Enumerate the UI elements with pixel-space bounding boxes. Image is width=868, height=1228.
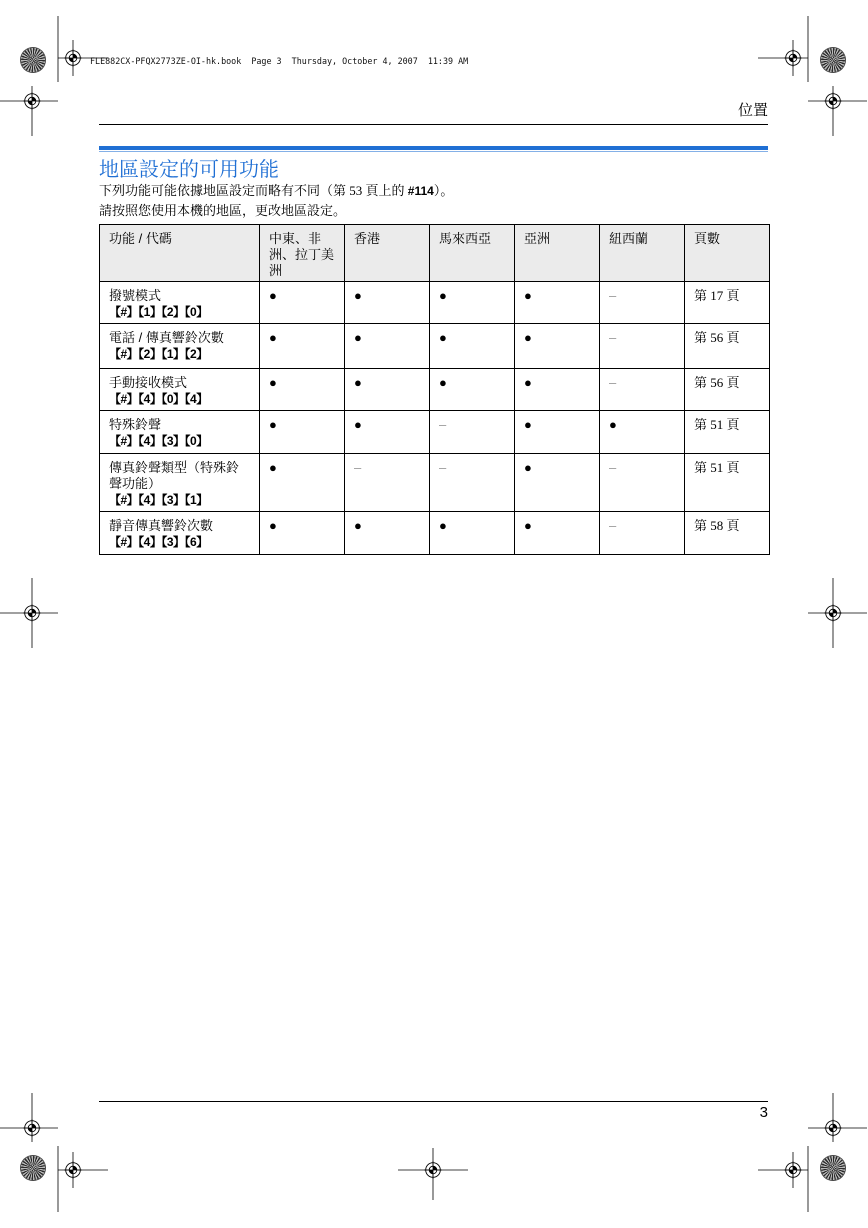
availability-mark: – (430, 411, 515, 454)
table-row (100, 411, 770, 454)
availability-mark: ● (345, 324, 430, 369)
column-header-feature-code: 功能 / 代碼 (100, 225, 260, 282)
table-row (100, 282, 770, 324)
table-header-row (100, 225, 770, 282)
availability-mark: ● (260, 369, 345, 411)
feature-code: 【#】【4】【3】【0】 (109, 434, 208, 448)
availability-mark: – (345, 454, 430, 512)
table-row (100, 454, 770, 512)
color-target-icon (21, 48, 45, 72)
feature-cell (100, 369, 260, 411)
heading-accent-line (99, 151, 768, 152)
availability-mark: ● (515, 282, 600, 324)
availability-mark: ● (260, 282, 345, 324)
availability-mark: ● (345, 282, 430, 324)
page-reference: 第 56 頁 (685, 324, 770, 369)
color-target-icon (821, 1156, 845, 1180)
availability-mark: ● (260, 512, 345, 555)
feature-cell (100, 512, 260, 555)
availability-mark: ● (515, 454, 600, 512)
intro-text (99, 183, 453, 199)
registration-mark-icon (64, 1161, 82, 1179)
availability-mark: – (430, 454, 515, 512)
section-title: 位置 (737, 102, 768, 119)
feature-name: 靜音傳真響鈴次數 (109, 518, 214, 533)
registration-mark-icon (784, 49, 802, 67)
feature-name: 手動接收模式 (109, 375, 188, 390)
availability-mark: ● (515, 324, 600, 369)
page-reference: 第 17 頁 (685, 282, 770, 324)
availability-mark: ● (515, 411, 600, 454)
page-reference: 第 51 頁 (685, 454, 770, 512)
column-header-region: 亞洲 (515, 225, 600, 282)
column-header-region: 香港 (345, 225, 430, 282)
availability-mark: ● (260, 454, 345, 512)
table-row (100, 512, 770, 555)
feature-name: 傳真鈴聲類型（特殊鈴聲功能） (109, 460, 240, 491)
registration-mark-icon (23, 604, 41, 622)
intro-text-part: 下列功能可能依據地區設定而略有不同（第 53 頁上的 (99, 183, 408, 198)
availability-mark: ● (430, 369, 515, 411)
page-reference: 第 58 頁 (685, 512, 770, 555)
registration-mark-icon (824, 1119, 842, 1137)
table-row (100, 369, 770, 411)
availability-mark: – (600, 454, 685, 512)
availability-mark: – (600, 282, 685, 324)
page-reference: 第 56 頁 (685, 369, 770, 411)
column-header-page: 頁數 (685, 225, 770, 282)
feature-cell (100, 282, 260, 324)
availability-mark: ● (345, 512, 430, 555)
feature-code: 【#】【2】【1】【2】 (109, 347, 208, 361)
feature-code: 【#】【1】【2】【0】 (109, 305, 208, 319)
feature-code: 【#】【4】【0】【4】 (109, 392, 208, 406)
header-rule (99, 124, 768, 125)
availability-mark: ● (515, 369, 600, 411)
column-header-region: 紐西蘭 (600, 225, 685, 282)
feature-cell (100, 411, 260, 454)
color-target-icon (821, 48, 845, 72)
availability-mark: ● (430, 282, 515, 324)
feature-cell (100, 324, 260, 369)
availability-mark: ● (600, 411, 685, 454)
book-info: FLE882CX-PFQX2773ZE-OI-hk.book Page 3 Thursday, October 4, 2007 11:39 AM (90, 56, 469, 66)
registration-mark-icon (64, 49, 82, 67)
availability-mark: ● (515, 512, 600, 555)
table-row (100, 324, 770, 369)
availability-mark: ● (430, 324, 515, 369)
availability-mark: ● (260, 324, 345, 369)
page-reference: 第 51 頁 (685, 411, 770, 454)
feature-reference: #114 (407, 184, 434, 198)
availability-mark: ● (345, 411, 430, 454)
feature-name: 撥號模式 (109, 288, 162, 303)
heading-accent-bar (99, 146, 768, 150)
availability-mark: – (600, 369, 685, 411)
feature-name: 特殊鈴聲 (109, 417, 162, 432)
availability-mark: ● (345, 369, 430, 411)
availability-mark: – (600, 324, 685, 369)
column-header-region: 中東、非洲、拉丁美洲 (260, 225, 345, 282)
registration-mark-icon (784, 1161, 802, 1179)
registration-mark-icon (23, 1119, 41, 1137)
feature-code: 【#】【4】【3】【1】 (109, 493, 208, 507)
registration-mark-icon (824, 604, 842, 622)
intro-text: 請按照您使用本機的地區，更改地區設定。 (99, 203, 347, 218)
availability-mark: ● (430, 512, 515, 555)
registration-mark-icon (824, 92, 842, 110)
feature-cell (100, 454, 260, 512)
intro-text-part: ）。 (433, 183, 454, 198)
column-header-region: 馬來西亞 (430, 225, 515, 282)
feature-name: 電話 / 傳真響鈴次數 (109, 330, 224, 345)
region-features-table (99, 224, 770, 555)
footer-rule (99, 1101, 768, 1102)
page-title: 地區設定的可用功能 (99, 159, 279, 181)
registration-mark-icon (23, 92, 41, 110)
feature-code: 【#】【4】【3】【6】 (109, 535, 208, 549)
availability-mark: – (600, 512, 685, 555)
page-number: 3 (759, 1104, 768, 1121)
registration-mark-icon (424, 1161, 442, 1179)
availability-mark: ● (260, 411, 345, 454)
color-target-icon (21, 1156, 45, 1180)
